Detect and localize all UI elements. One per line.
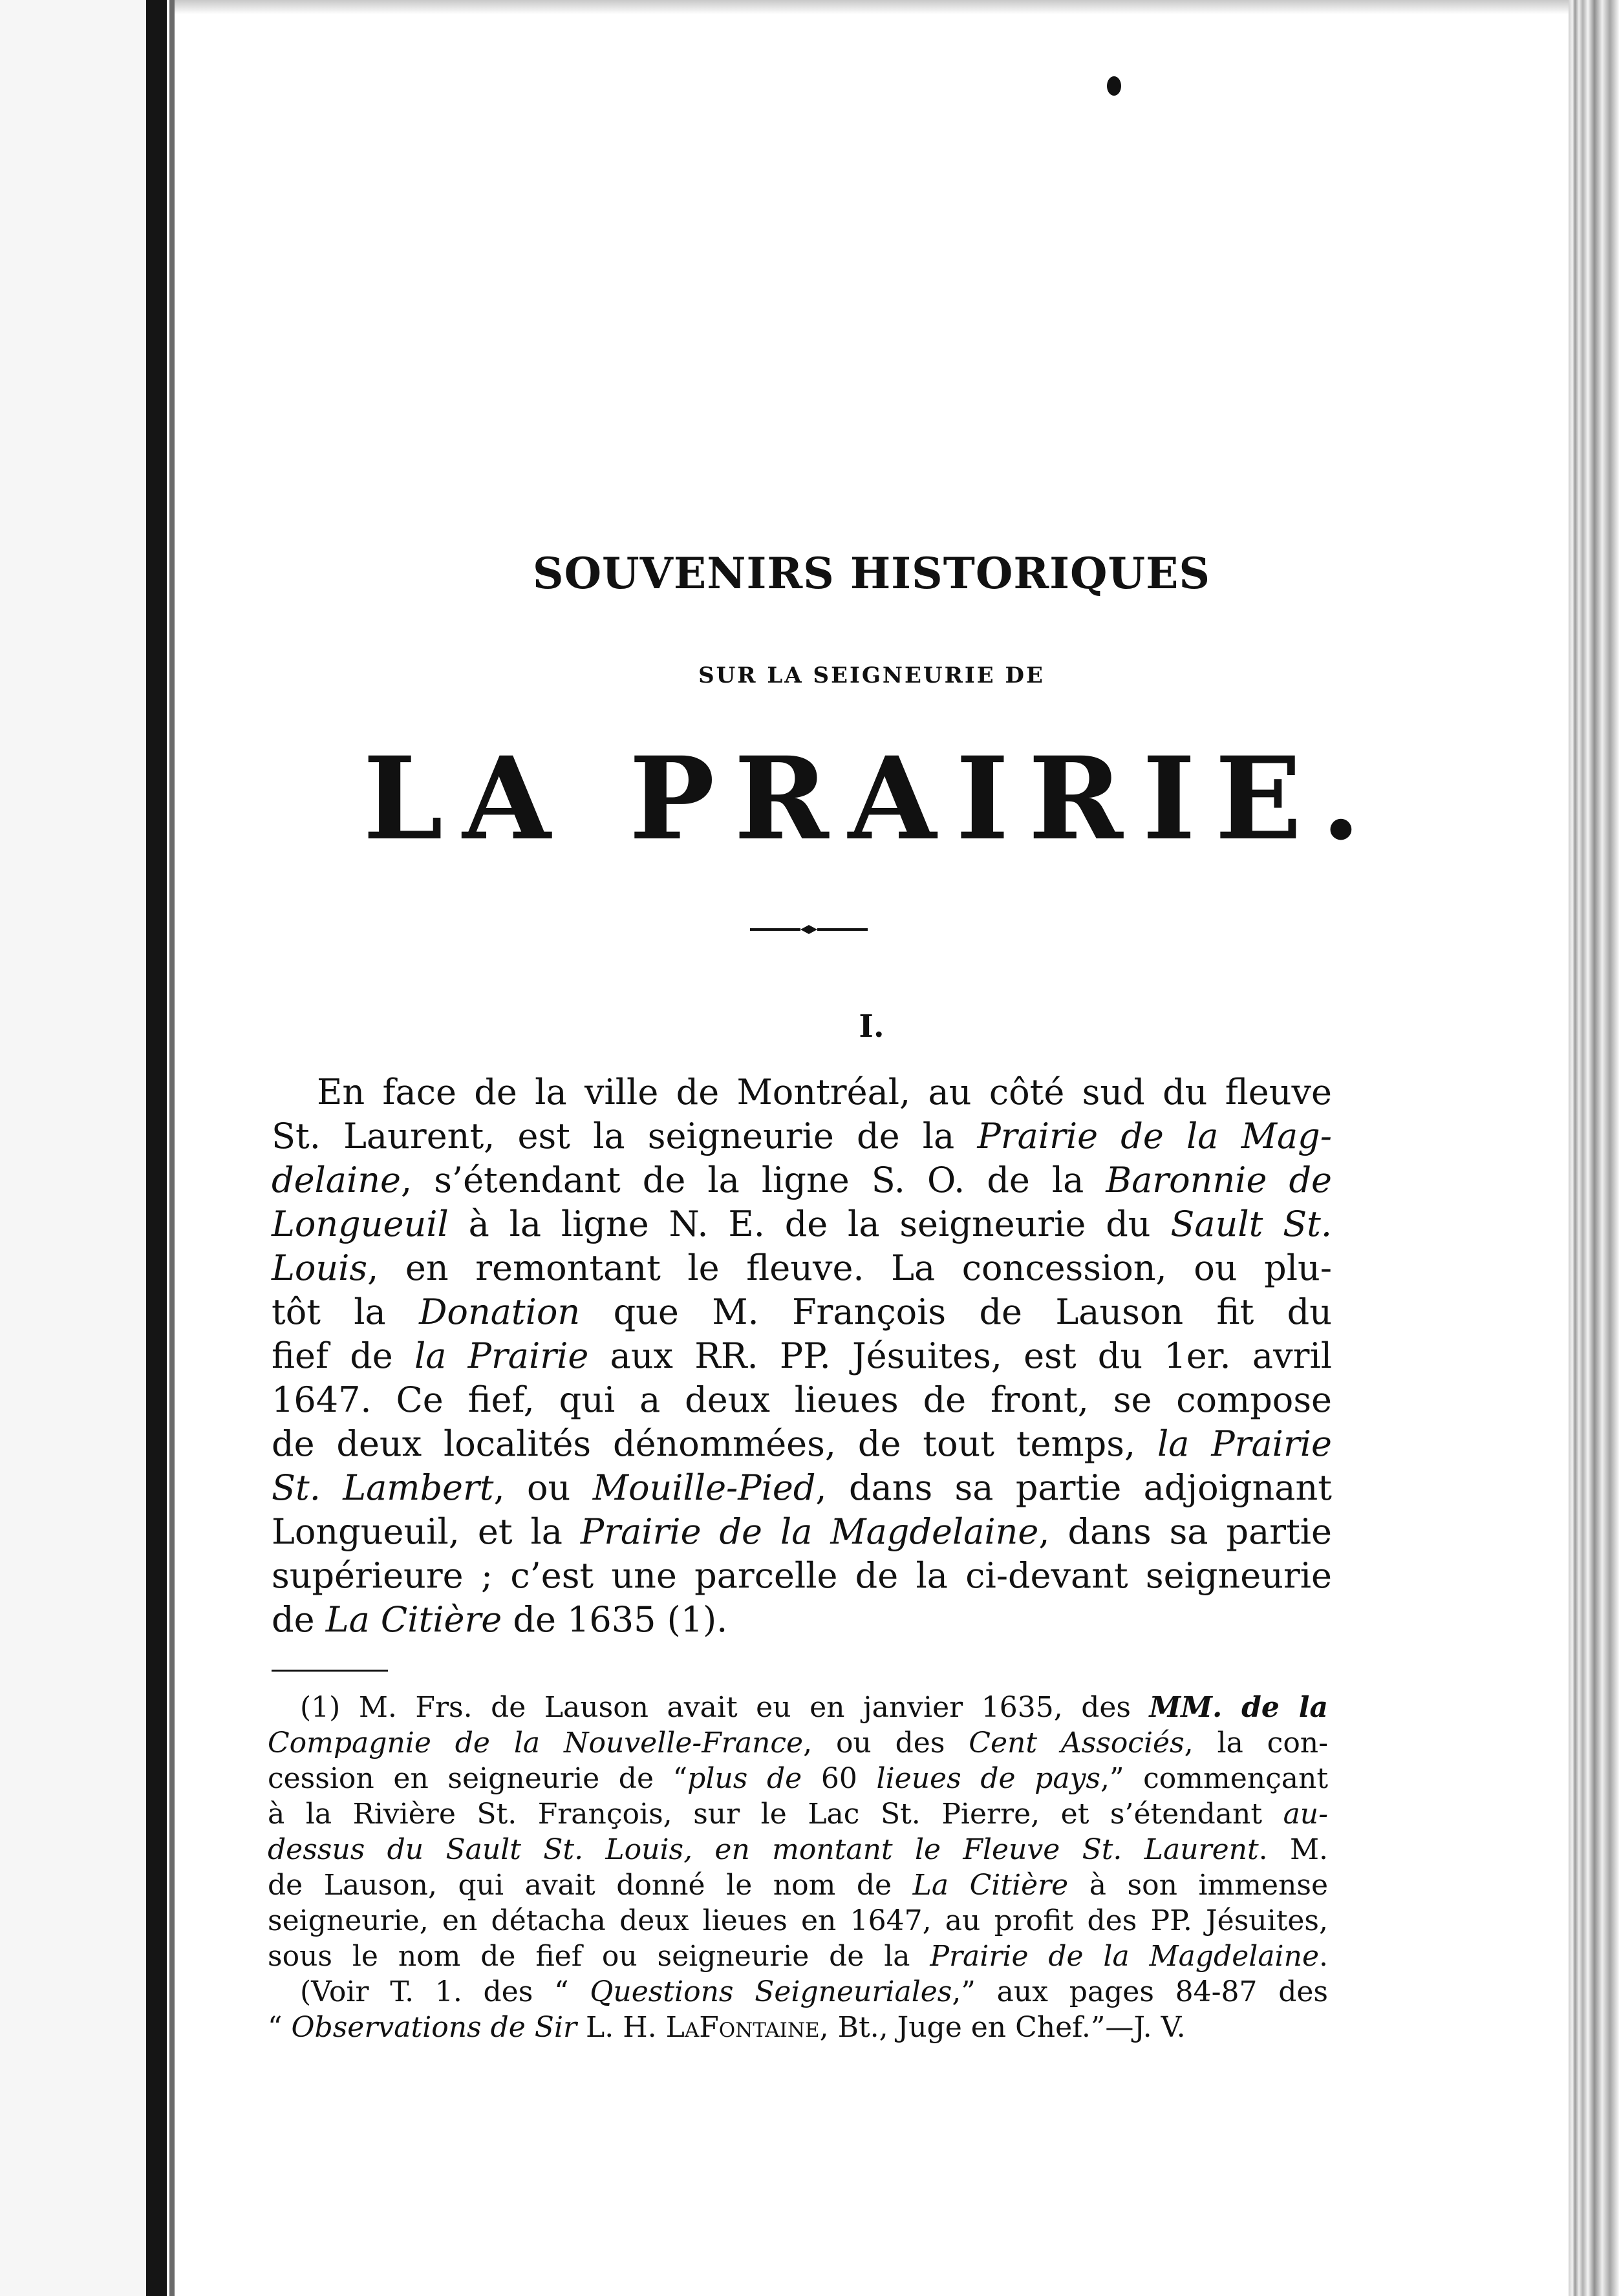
body-segment: Baronnie de (1106, 1160, 1332, 1200)
footnote-segment: (Voir T. 1. des “ (300, 1975, 590, 2008)
footnote-segment: 60 (802, 1762, 877, 1795)
page-stack-edge (1569, 0, 1619, 2296)
footnote-segment: seigneurie, en détacha deux lieues en 1647, au profit des PP. Jésuites, (268, 1904, 1328, 1937)
body-segment: La Citière (325, 1599, 502, 1640)
footnote-segment: , la con- (1184, 1727, 1329, 1759)
page-subtitle: SUR LA SEIGNEURIE DE (698, 663, 1045, 688)
footnote-segment: à la Rivière St. François, sur le Lac St. Pierre, et s’étendant (268, 1798, 1283, 1831)
body-segment: Louis (272, 1248, 368, 1288)
footnote-segment: de Lauson, qui avait donné le nom de (268, 1869, 913, 1902)
body-segment: St. Lambert (272, 1467, 494, 1508)
body-segment: fief de (272, 1335, 414, 1376)
body-line (272, 1554, 1332, 1598)
footnote-segment: . M. (1258, 1833, 1329, 1866)
footnote-line (268, 1761, 1328, 1796)
body-segment: , ou (493, 1467, 593, 1508)
body-segment: , s’étendant de la ligne S. O. de la (401, 1160, 1106, 1200)
footnote-line (268, 1974, 1328, 2010)
footnote-segment: , ou des (803, 1727, 969, 1759)
binding-shadow (146, 0, 167, 2296)
footnote-segment: Compagnie de la Nouvelle-France (268, 1727, 804, 1759)
footnote-line (268, 1903, 1328, 1939)
body-segment: , dans sa partie (1038, 1511, 1333, 1552)
footnote-segment: Cent Associés (969, 1727, 1185, 1759)
body-segment: la Prairie (1157, 1423, 1332, 1464)
body-segment: En face de la ville de Montréal, au côté sud du fleuve (317, 1072, 1332, 1112)
footnote-line (268, 1867, 1328, 1903)
body-segment: à la ligne N. E. de la seigneurie du (448, 1204, 1171, 1244)
footnote-segment: . (1319, 1940, 1328, 1973)
body-line (272, 1598, 1332, 1642)
body-line (272, 1114, 1332, 1158)
body-segment: Sault St. (1170, 1204, 1332, 1244)
body-line (272, 1070, 1332, 1114)
body-line (272, 1422, 1332, 1466)
body-segment: Longueuil (272, 1204, 449, 1244)
footnote-segment: sous le nom de fief ou seigneurie de la (268, 1940, 930, 1973)
body-segment: Longueuil, et la (272, 1511, 581, 1552)
footnote-segment: “ (268, 2011, 292, 2044)
footnote-line (268, 1690, 1328, 1725)
footnote-segment: LaFontaine (665, 2011, 820, 2044)
body-paragraph (272, 1070, 1332, 1642)
footnote-segment: plus de (687, 1762, 802, 1795)
footnote-segment: La Citière (912, 1869, 1069, 1902)
footnote-segment: Observations de Sir (291, 2011, 577, 2044)
footnote-segment: au- (1283, 1798, 1328, 1831)
facing-page-edge (0, 0, 146, 2296)
footnote-segment: ,” aux pages 84-87 des (952, 1975, 1329, 2008)
body-line (272, 1378, 1332, 1422)
body-line (272, 1466, 1332, 1510)
footnote-segment: MM. de la (1149, 1691, 1328, 1724)
page-title: SOUVENIRS HISTORIQUES (532, 548, 1211, 599)
body-segment: supérieure ; c’est une parcelle de la ci-devant seigneurie (272, 1555, 1332, 1596)
footnote-rule (272, 1670, 388, 1672)
body-segment: Prairie de la Mag- (977, 1116, 1332, 1156)
body-segment: , dans sa partie adjoignant (815, 1467, 1332, 1508)
body-segment: que M. François de Lauson fit du (580, 1292, 1332, 1332)
footnote-segment: (1) M. Frs. de Lauson avait eu en janvier 1635, des (300, 1691, 1150, 1724)
footnote-line (268, 1939, 1328, 1974)
body-line (272, 1202, 1332, 1246)
section-numeral: I. (859, 1008, 885, 1045)
footnote-segment: L. H. (577, 2011, 666, 2044)
body-line (272, 1246, 1332, 1290)
body-segment: Mouille-Pied (592, 1467, 816, 1508)
body-segment: 1647. Ce fief, qui a deux lieues de front, se compose (272, 1379, 1332, 1420)
body-segment: Donation (419, 1292, 581, 1332)
body-segment: de (272, 1599, 326, 1640)
top-page-edge (175, 0, 1569, 14)
body-segment: aux RR. PP. Jésuites, est du 1er. avril (588, 1335, 1332, 1376)
ornament-divider (750, 924, 868, 935)
footnote (268, 1690, 1328, 2045)
footnote-segment: , Bt., Juge en Chef.”—J. V. (819, 2011, 1186, 2044)
footnote-segment: à son immense (1068, 1869, 1328, 1902)
footnote-segment: lieues de pays (876, 1762, 1101, 1795)
binding-shadow-inner (169, 0, 175, 2296)
footnote-line (268, 1832, 1328, 1867)
footnote-segment: dessus du Sault St. Louis, en montant le Fleuve St. Laurent (268, 1833, 1259, 1866)
footnote-line (268, 1725, 1328, 1761)
footnote-segment: Questions Seigneuriales (590, 1975, 952, 2008)
body-segment: delaine (272, 1160, 401, 1200)
body-segment: St. Laurent, est la seigneurie de la (272, 1116, 978, 1156)
body-segment: la Prairie (414, 1335, 589, 1376)
body-segment: de deux localités dénommées, de tout temps, (272, 1423, 1157, 1464)
page-title-large: LA PRAIRIE. (363, 732, 1380, 866)
footnote-segment: Prairie de la Magdelaine (930, 1940, 1319, 1973)
body-line (272, 1334, 1332, 1378)
footnote-line (268, 2010, 1328, 2045)
footnote-segment: cession en seigneurie de “ (268, 1762, 688, 1795)
body-segment: , en remontant le fleuve. La concession, ou plu- (367, 1248, 1332, 1288)
body-segment: tôt la (272, 1292, 420, 1332)
body-line (272, 1158, 1332, 1202)
body-segment: de 1635 (1). (502, 1599, 728, 1640)
body-line (272, 1290, 1332, 1334)
footnote-segment: ,” commençant (1100, 1762, 1329, 1795)
body-line (272, 1510, 1332, 1554)
body-segment: Prairie de la Magdelaine (580, 1511, 1039, 1552)
ink-blot (1107, 76, 1121, 96)
footnote-line (268, 1796, 1328, 1832)
